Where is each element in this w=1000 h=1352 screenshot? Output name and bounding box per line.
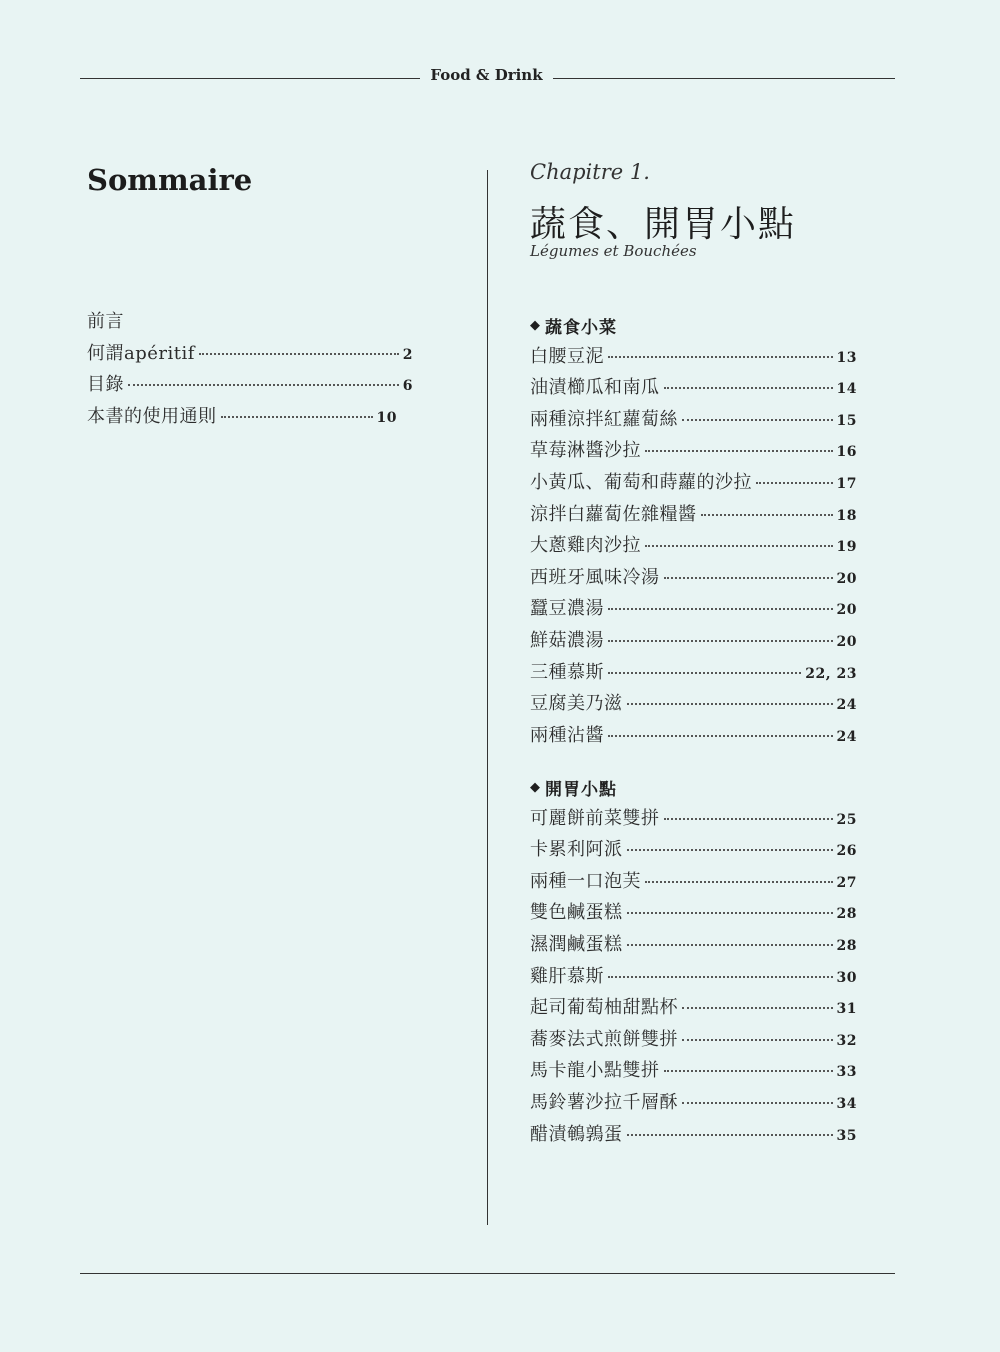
chapter-subtitle: Légumes et Bouchées [530,242,697,260]
toc-entry-title: 醋漬鵪鶉蛋 [530,1123,623,1145]
dot-leader [199,353,399,355]
dot-leader [608,608,833,610]
toc-entry-page: 20 [836,602,857,619]
toc-entry-page: 24 [836,728,857,745]
toc-entry-title: 馬卡龍小點雙拼 [530,1060,660,1082]
toc-entry-title: 蠶豆濃湯 [530,598,604,620]
toc-entry-page: 33 [836,1064,857,1081]
toc-entry[interactable] [530,342,857,374]
section-heading [530,310,857,342]
toc-entry-title: 兩種涼拌紅蘿蔔絲 [530,408,678,430]
dot-leader [608,356,833,358]
diamond-bullet-icon: ◆ [530,780,541,796]
toc-entry-page: 20 [836,570,857,587]
toc-entry-page: 31 [836,1001,857,1018]
toc-entry[interactable] [87,402,397,434]
toc-entry-page: 25 [836,811,857,828]
dot-leader [645,450,833,452]
toc-entry-page: 13 [836,349,857,366]
dot-leader [627,912,833,914]
toc-entry[interactable] [530,531,857,563]
toc-entry-page: 28 [836,937,857,954]
toc-entry-page: 10 [376,409,397,426]
toc-entry[interactable] [530,1025,857,1057]
sommaire-title: Sommaire [87,163,253,197]
toc-entry[interactable] [530,721,857,753]
toc-entry-title: 涼拌白蘿蔔佐雜糧醬 [530,503,697,525]
section-heading-text: 蔬食小菜 [545,318,617,339]
toc-entry[interactable] [530,1056,857,1088]
toc-entry-title: 濕潤鹹蛋糕 [530,933,623,955]
toc-entry[interactable] [530,1120,857,1152]
toc-entry-title: 兩種一口泡芙 [530,870,641,892]
dot-leader [664,387,833,389]
footer-rule [80,1273,895,1274]
toc-entry-page: 24 [836,697,857,714]
dot-leader [627,1134,833,1136]
toc-entry-page: 32 [836,1032,857,1049]
dot-leader [221,416,373,418]
toc-entry[interactable] [530,1088,857,1120]
toc-entry-page: 2 [402,346,413,363]
toc-entry-page: 16 [836,444,857,461]
dot-leader [627,703,833,705]
section-heading-text: 開胃小點 [545,780,617,801]
toc-entry-title: 大蔥雞肉沙拉 [530,535,641,557]
toc-entry[interactable] [530,689,857,721]
toc-entry-title: 三種慕斯 [530,661,604,683]
toc-entry[interactable] [530,962,857,994]
toc-entry-title: 雞肝慕斯 [530,965,604,987]
toc-entry[interactable] [530,500,857,532]
toc-entry-title: 何謂apéritif [87,342,195,364]
toc-entry[interactable] [530,993,857,1025]
dot-leader [664,818,833,820]
toc-entry-page: 34 [836,1095,857,1112]
dot-leader [128,384,399,386]
toc-entry[interactable] [530,658,857,690]
dot-leader [627,944,833,946]
toc-entry-page: 18 [836,507,857,524]
toc-entry-title: 白腰豆泥 [530,345,604,367]
dot-leader [608,976,833,978]
dot-leader [608,735,833,737]
toc-entry[interactable] [530,373,857,405]
toc-entry-title: 蕎麥法式煎餅雙拼 [530,1028,678,1050]
toc-entry-title: 草莓淋醬沙拉 [530,440,641,462]
toc-entry-page: 26 [836,843,857,860]
diamond-bullet-icon: ◆ [530,318,541,334]
toc-entry[interactable] [530,436,857,468]
toc-entry-title: 本書的使用通則 [87,405,217,427]
toc-entry[interactable] [530,468,857,500]
dot-leader [645,545,833,547]
dot-leader [645,881,833,883]
toc-entry[interactable] [530,405,857,437]
toc-entry[interactable] [87,370,413,402]
toc-entry-page: 17 [836,475,857,492]
toc-entry-page: 27 [836,874,857,891]
toc-entry-page: 35 [836,1127,857,1144]
toc-entry-page: 22, 23 [805,665,857,682]
toc-entry-title: 西班牙風味冷湯 [530,566,660,588]
dot-leader [608,672,801,674]
toc-entry[interactable] [530,626,857,658]
toc-entry-page: 30 [836,969,857,986]
toc-entry-page: 19 [836,539,857,556]
toc-entry-title: 小黃瓜、葡萄和蒔蘿的沙拉 [530,471,752,493]
dot-leader [682,1007,833,1009]
dot-leader [701,514,833,516]
dot-leader [664,577,833,579]
toc-entry[interactable] [530,835,857,867]
header-rule-left [80,78,420,79]
toc-entry-page: 28 [836,906,857,923]
toc-entry-title: 豆腐美乃滋 [530,693,623,715]
toc-entry-title: 馬鈴薯沙拉千層酥 [530,1091,678,1113]
toc-entry[interactable] [87,339,413,371]
chapter-label: Chapitre 1. [530,160,650,184]
toc-entry[interactable] [530,594,857,626]
column-divider [487,170,488,1225]
toc-entry-page: 14 [836,381,857,398]
toc-entry-title: 鮮菇濃湯 [530,629,604,651]
header-rule-right [553,78,895,79]
toc-entry-page: 6 [402,378,413,395]
dot-leader [682,1102,833,1104]
dot-leader [756,482,833,484]
dot-leader [664,1070,833,1072]
toc-entry[interactable] [530,563,857,595]
toc-entry[interactable] [530,898,857,930]
toc-entry-title: 油漬櫛瓜和南瓜 [530,377,660,399]
toc-entry-title: 前言 [87,311,124,332]
toc-entry-title: 兩種沾醬 [530,724,604,746]
toc-entry-title: 目錄 [87,374,124,396]
toc-entry-title: 卡累利阿派 [530,839,623,861]
toc-entry[interactable] [530,930,857,962]
dot-leader [682,1039,833,1041]
dot-leader [627,849,833,851]
chapter-title: 蔬食、開胃小點 [530,204,797,245]
toc-entry-page: 20 [836,633,857,650]
toc-entry-title: 雙色鹹蛋糕 [530,902,623,924]
dot-leader [682,419,833,421]
toc-entry[interactable] [87,307,413,339]
section-appetizers [530,772,857,1151]
toc-entry[interactable] [530,804,857,836]
dot-leader [608,640,833,642]
toc-entry[interactable] [530,867,857,899]
section-vegetables [530,310,857,752]
toc-entry-title: 可麗餅前菜雙拼 [530,807,660,829]
running-header: Food & Drink [430,66,543,84]
section-heading [530,772,857,804]
sommaire-toc [87,307,413,433]
toc-entry-title: 起司葡萄柚甜點杯 [530,997,678,1019]
toc-entry-page: 15 [836,412,857,429]
